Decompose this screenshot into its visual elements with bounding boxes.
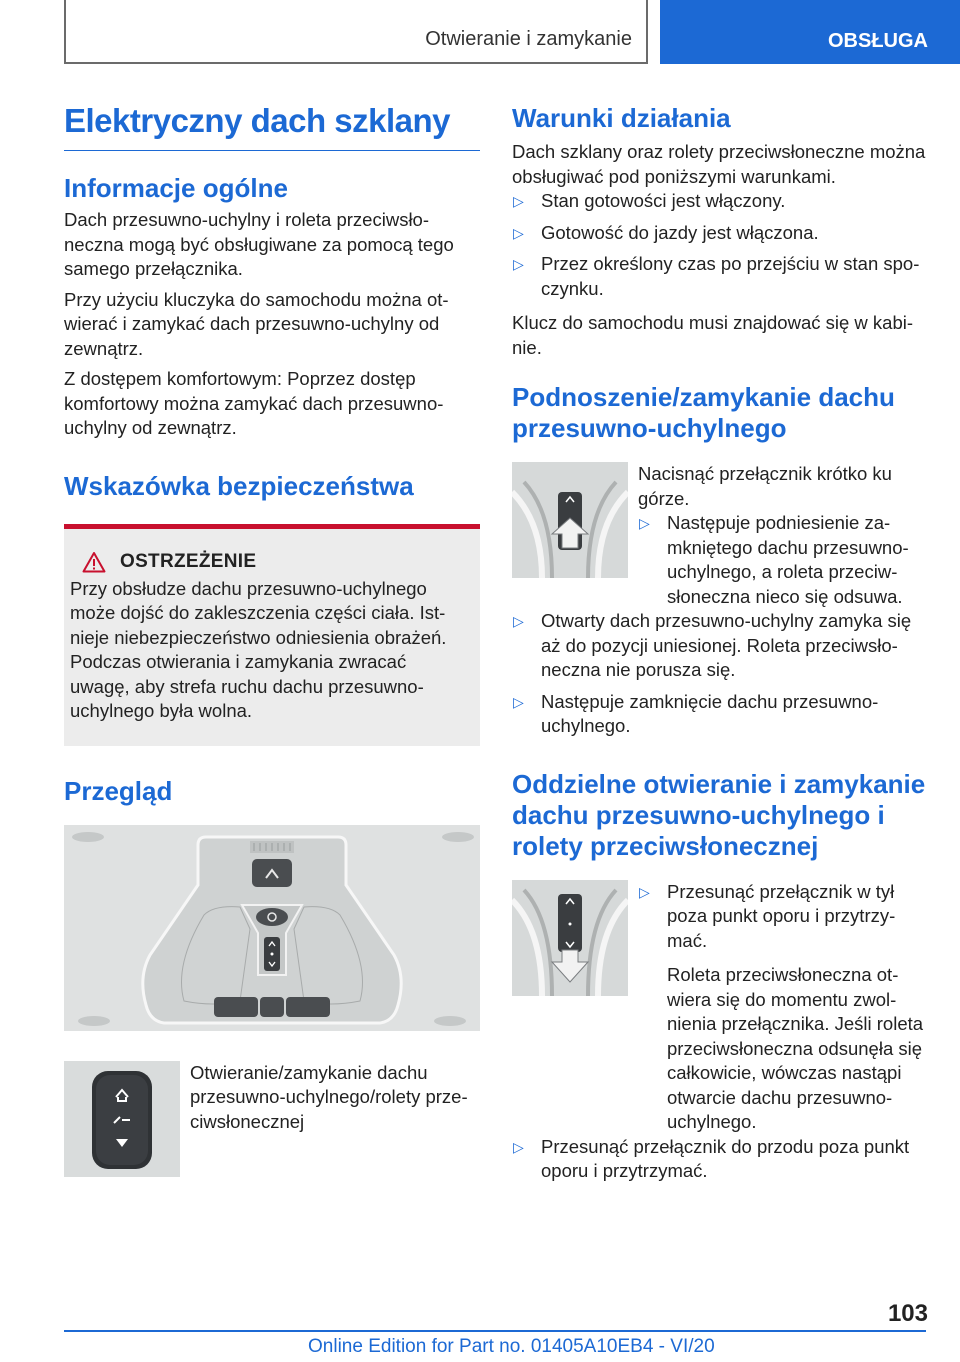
separate-figure-row: [512, 880, 926, 1135]
switch-caption: Otwieranie/zamykanie dachu przesuwno-uchylnego/rolety przeciwsłonecznej: [190, 1061, 468, 1132]
list-item: ▷ Gotowość do jazdy jest włączona.: [512, 221, 926, 246]
lift-text: Nacisnąć przełącznik krótko ku górze.: [638, 463, 892, 509]
conditions-heading: Warunki działania: [512, 103, 731, 133]
separate-item-detail: Roleta przeciwsłoneczna otwiera się do momentu zwolnienia przełącznika. Jeśli roleta przeciwsłoneczna odsunęła się całkowicie, wówczas nastąpi otwarcie dachu przesuwno-uchylnego.: [667, 964, 924, 1132]
switch-figure-row: [64, 1061, 480, 1177]
warning-label: OSTRZEŻENIE: [120, 550, 257, 572]
safety-heading: Wskazówka bezpieczeństwa: [64, 470, 414, 501]
warning-header: [82, 551, 470, 573]
triangle-bullet-icon: ▷: [513, 224, 524, 241]
edition-text: Online Edition for Part no. 01405A10EB4 - VI/20: [308, 1336, 715, 1357]
triangle-bullet-icon: ▷: [513, 193, 524, 209]
list-item: ▷ Stan gotowości jest włączony.: [512, 189, 926, 214]
section-title: Otwieranie i zamykanie: [425, 28, 632, 50]
chapter-tab[interactable]: OBSŁUGA: [660, 0, 960, 64]
triangle-bullet-icon: ▷: [513, 256, 524, 272]
triangle-bullet-icon: ▷: [639, 883, 650, 900]
general-heading: Informacje ogólne: [64, 173, 288, 203]
right-column: [512, 100, 926, 1184]
header-frame: [64, 0, 648, 64]
conditions-list: [512, 189, 926, 301]
warning-triangle-icon: [82, 551, 106, 573]
list-item: ▷ Następuje zamknięcie dachu przesuwno-uchylnego.: [513, 690, 879, 736]
triangle-bullet-icon: ▷: [639, 515, 650, 531]
triangle-bullet-icon: ▷: [513, 613, 524, 629]
list-item: ▷ Przesunąć przełącznik do przodu poza punkt oporu i przytrzymać.: [513, 1135, 910, 1181]
general-paragraph-2: Przy użyciu kluczyka do samochodu można otwierać i zamykać dach przesuwno-uchylny od zewnątrz.: [64, 288, 449, 359]
list-item: ▷ Przez określony czas po przejściu w stan spoczynku.: [513, 253, 920, 299]
footer-divider: [64, 1330, 926, 1332]
triangle-bullet-icon: ▷: [513, 693, 524, 710]
list-item: ▷ Następuje podniesienie zamkniętego dachu przesuwno-uchylnego, a roleta przeciwsłoneczna nieco się odsuwa.: [639, 512, 909, 607]
list-item: ▷ Otwarty dach przesuwno-uchylny zamyka się aż do pozycji uniesionej. Roleta przeciwsłoneczna nie porusza się.: [513, 610, 912, 680]
general-paragraph-3: Z dostępem komfortowym: Poprzez dostęp komfortowy można zamykać dach przesuwno-uchylny od zewnątrz.: [64, 368, 444, 438]
page-number: 103: [887, 1300, 928, 1327]
overview-heading: Przegląd: [64, 775, 173, 806]
conditions-note: Klucz do samochodu musi znajdować się w kabinie.: [512, 312, 914, 358]
switch-slide-back-image: [512, 880, 628, 996]
separate-sub-list: [638, 880, 926, 1135]
switch-push-up-image: [512, 462, 628, 578]
lift-figure-row: [512, 462, 926, 609]
left-column: [64, 100, 480, 1177]
warning-text: Przy obsłudze dachu przesuwno-uchylnego może dojść do zakleszczenia części ciała. Istnieje niebezpieczeństwo odniesienia obrażeń. Podczas otwierania i zamykania zwracać uwagę, aby strefa ruchu dachu przesuwno-uchylnego była wolna.: [70, 577, 447, 721]
warning-box: [64, 524, 480, 746]
lift-heading: Podnoszenie/zamykanie dachu przesuwno-uchylnego: [512, 382, 895, 443]
triangle-bullet-icon: ▷: [513, 1138, 524, 1155]
conditions-intro: Dach szklany oraz rolety przeciwsłoneczne można obsługiwać pod poniższymi warunkami.: [512, 141, 926, 187]
overhead-console-image: [64, 825, 480, 1031]
list-item: ▷ Przesunąć przełącznik w tył poza punkt oporu i przytrzymać. Roleta przeciwsłoneczna otwiera się do momentu zwolnienia przełącznika. Jeśli roleta przeciwsłoneczna odsunęła się całkowicie, wówczas nastąpi otwarcie dachu przesuwno-uchylnego.: [638, 880, 926, 1135]
lift-sub-list: [638, 511, 926, 609]
roof-switch-image: [64, 1061, 180, 1177]
lift-list: [512, 609, 926, 739]
general-paragraph-1: Dach przesuwno-uchylny i roleta przeciwsłoneczna mogą być obsługiwane za pomocą tego samego przełącznika.: [64, 209, 454, 279]
separate-heading: Oddzielne otwieranie i zamykanie dachu przesuwno-uchylnego i rolety przeciwsłonecznej: [512, 768, 926, 861]
separate-list: [512, 1135, 926, 1184]
page-title: Elektryczny dach szklany: [64, 100, 480, 151]
